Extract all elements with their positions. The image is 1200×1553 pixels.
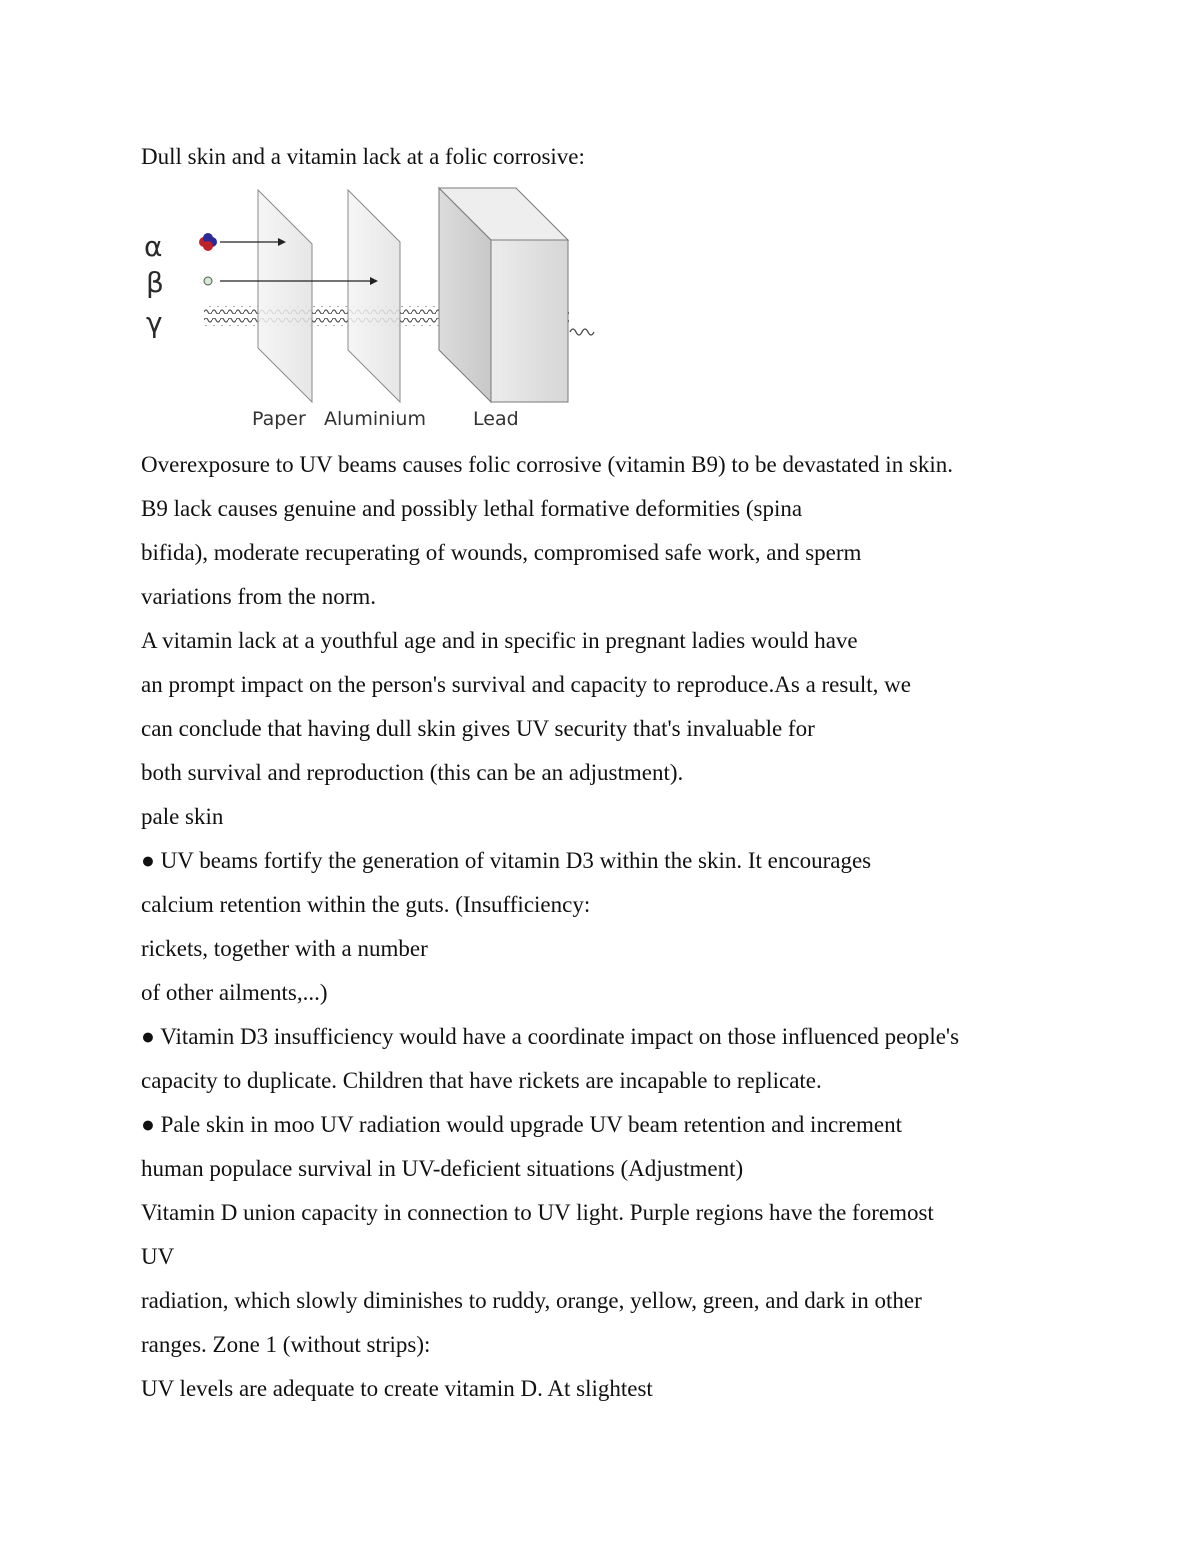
radiation-penetration-diagram (140, 180, 610, 432)
body-line: UV (141, 1244, 175, 1269)
lead-block (439, 188, 568, 402)
beta-symbol: β (146, 266, 164, 299)
body-line: Overexposure to UV beams causes folic corrosive (vitamin B9) to be devastated in skin. (141, 452, 954, 477)
bullet-line: ● UV beams fortify the generation of vitamin D3 within the skin. It encourages (141, 848, 872, 873)
body-line: UV levels are adequate to create vitamin D. At slightest (141, 1376, 653, 1401)
body-line: both survival and reproduction (this can be an adjustment). (141, 760, 684, 785)
body-line: of other ailments,...) (141, 980, 328, 1005)
gamma-symbol: γ (146, 306, 163, 339)
body-line: ranges. Zone 1 (without strips): (141, 1332, 431, 1357)
body-line: human populace survival in UV-deficient situations (Adjustment) (141, 1156, 744, 1181)
section-label: pale skin (141, 804, 224, 829)
aluminium-pane (348, 190, 400, 402)
beta-particle-icon (204, 277, 212, 285)
body-line: capacity to duplicate. Children that have rickets are incapable to replicate. (141, 1068, 822, 1093)
alpha-symbol: α (144, 230, 163, 263)
body-line: radiation, which slowly diminishes to ruddy, orange, yellow, green, and dark in other (141, 1288, 922, 1313)
alpha-particle-icon (199, 233, 217, 251)
body-line: A vitamin lack at a youthful age and in specific in pregnant ladies would have (141, 628, 858, 653)
body-line: variations from the norm. (141, 584, 377, 609)
body-line: B9 lack causes genuine and possibly lethal formative deformities (spina (141, 496, 803, 521)
document-heading: Dull skin and a vitamin lack at a folic corrosive: (141, 144, 585, 169)
body-line: calcium retention within the guts. (Insufficiency: (141, 892, 591, 917)
bullet-line: ● Pale skin in moo UV radiation would upgrade UV beam retention and increment (141, 1112, 903, 1137)
lead-label: Lead (473, 408, 519, 430)
paper-pane (258, 190, 312, 402)
aluminium-label: Aluminium (324, 408, 426, 430)
body-line: Vitamin D union capacity in connection to UV light. Purple regions have the foremost (141, 1200, 934, 1225)
paper-label: Paper (252, 408, 306, 430)
bullet-line: ● Vitamin D3 insufficiency would have a coordinate impact on those influenced people's (141, 1024, 960, 1049)
body-line: an prompt impact on the person's survival and capacity to reproduce.As a result, we (141, 672, 911, 697)
radiation-penetration-figure (140, 180, 610, 432)
body-line: can conclude that having dull skin gives UV security that's invaluable for (141, 716, 815, 741)
body-line: rickets, together with a number (141, 936, 428, 961)
body-line: bifida), moderate recuperating of wounds, compromised safe work, and sperm (141, 540, 862, 565)
